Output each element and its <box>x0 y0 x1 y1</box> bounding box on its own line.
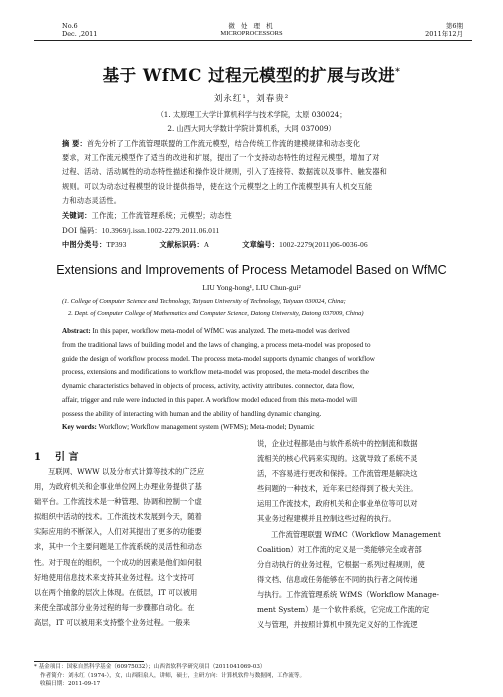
doi-label: DOI 编码： <box>62 226 102 235</box>
body-line: 用，为政府机关和企事业单位网上办理业务提供了基 <box>34 482 202 492</box>
abstract-en-line: process, extensions and modifications to workflow meta-model was proposed, the meta-model describes the <box>62 368 369 377</box>
journal-name-en: MICROPROCESSORS <box>220 30 283 37</box>
abstract-en-line: affair, trigger and rule were inducted in this paper. A workflow model educed from this meta-model will <box>62 395 358 404</box>
body-line: 说，企业过程都是由与软件系统中的控制流和数据 <box>257 439 418 448</box>
keywords-cn-label: 关键词： <box>62 211 92 220</box>
header-rule <box>34 40 472 41</box>
body-line: 拟组织中活动的技术。工作流技术发展到今天，随着 <box>34 512 202 522</box>
abstract-cn-label: 摘 要： <box>62 139 87 148</box>
body-line: 得文档、信息或任务能够在不同的执行者之间传递 <box>257 574 418 584</box>
section-title: 引 言 <box>54 452 79 463</box>
section-heading <box>34 448 78 463</box>
abstract-en <box>62 325 462 422</box>
abstract-en-line: from the traditional laws of building model and the laws of changing, a process meta-model was proposed to <box>62 340 371 349</box>
abstract-en-line: possess the ability of interacting with human and the ability of handling dynamic changing. <box>62 409 322 418</box>
abstract-en-label: Abstract: <box>62 327 91 335</box>
body-line: 高层，IT 可以被用来支持整个业务过程。一般来 <box>34 617 191 627</box>
abstract-cn-line: 过程、活动、活动属性的动态特性描述和操作设计规则，引入了连接符、数据流以及事件、触发器和 <box>62 167 388 177</box>
footnote-mark: * <box>34 664 37 670</box>
body-line: 实际应用的不断深入，人们对其提出了更多的功能要 <box>34 527 202 537</box>
keywords-en-label: Key words: <box>62 423 97 431</box>
abstract-cn <box>62 137 462 208</box>
abstract-cn-line: 力和动态灵活性。 <box>62 195 122 205</box>
abstract-cn-line: 摘 要：首先分析了工作流管理联盟的工作流元模型，结合传统工作流的建模规律和动态变化 <box>62 139 361 148</box>
body-line: 性。对于现在的组织，一个成功的因素是他们如何很 <box>34 557 202 567</box>
keywords-en <box>62 421 314 435</box>
body-line: 础平台。工作流技术是一种管理、协调和控制一个虚 <box>34 497 202 507</box>
body-line: 求，其中一个主要问题是工作流系统的灵活性和动态 <box>34 542 202 552</box>
footnote-author-bio: 作者简介：刘永红（1974-），女，山西阳泉人，讲师，硕士，主研方向：计算机软件与数据网，工作流等。 <box>40 672 306 679</box>
body-line: ment System）是一个软件系统，它完成工作流的定 <box>257 605 430 615</box>
footnote-funding: * 基金项目：国家自然科学基金（60975032）；山西省软科学研究项目（2011041069-03） <box>34 664 266 670</box>
abstract-en-line: dynamic characteristics behaved in objects of process, activity, activity attributes. connector, data flow, <box>62 382 355 391</box>
keywords-cn-text: 工作流；工作流管理系统；元模型；动态性 <box>91 211 232 220</box>
affiliation-en-1: (1. College of Computer Science and Technology, Taiyuan University of Technology, Taiyuan 030024, China; <box>62 298 346 305</box>
footnote-received-date: 收稿日期：2011-09-17 <box>40 681 101 688</box>
body-line: 活，不容易进行更改和保持。工作流管理是解决这 <box>257 469 418 479</box>
body-line: 好地使用信息技术来支持其业务过程。这个支持可 <box>34 572 195 582</box>
body-line: 互联网、WWW 以及分布式计算等技术的广泛应 <box>48 467 205 476</box>
abstract-en-line: guide the design of workflow process model. The process meta-model supports dynamic changes of workflow <box>62 354 375 363</box>
clc-number: TP393 <box>106 241 127 249</box>
issue-date-en: Dec. ,2011 <box>62 30 98 38</box>
body-line: 以在两个抽象的层次上体现。在低层，IT 可以被用 <box>34 587 198 597</box>
authors-en: LIU Yong-hong¹, LIU Chun-gui² <box>202 283 301 292</box>
authors-cn: 刘永红¹，刘春贵² <box>213 94 290 104</box>
body-line: Coalition）对工作流的定义是一类能够完全或者部 <box>257 544 422 554</box>
issue-number: No.6 <box>62 22 78 30</box>
abstract-cn-line: 要求，对工作流元模型作了适当的改进和扩展，提出了一个支持动态特性的过程元模型，增加了对 <box>62 153 380 163</box>
footnote-rule <box>34 661 144 662</box>
document-code: A <box>203 241 210 249</box>
body-line: 其业务过程建模并且控制这些过程的执行。 <box>257 514 396 524</box>
body-line: 与执行。工作流管理系统 WfMS（Workflow Manage- <box>257 589 440 599</box>
paper-title-text: 基于 WfMC 过程元模型的扩展与改进 <box>102 66 396 85</box>
body-line: 来使全部或部分业务过程的每一步骤都自动化。在 <box>34 602 195 612</box>
classification-line: 中图分类号：TP393 文献标识码：A 文章编号：1002-2279(2011)06-0036-06 <box>62 240 368 249</box>
section-number: 1 <box>34 452 41 463</box>
body-line: 工作流管理联盟 WfMC（Workflow Management <box>271 529 441 539</box>
issue-number-cn: 第6期 <box>445 22 463 30</box>
affiliation-cn-2: 2. 山西大同大学数计学院计算机系，大同 037009） <box>167 124 336 133</box>
body-line: 些问题的一种技术，近年来已经得到了极大关注。 <box>257 484 418 494</box>
body-right-column <box>257 436 467 632</box>
body-left-column <box>34 464 242 630</box>
paper-title-en: Extensions and Improvements of Process Metamodel Based on WfMC <box>56 263 447 277</box>
issue-date-cn: 2011年12月 <box>425 30 463 38</box>
paper-title-cn <box>0 62 503 86</box>
footnote <box>34 663 305 689</box>
body-line: 义与管理，并按照计算机中预先定义好的工作流逻 <box>257 620 418 630</box>
keywords-cn <box>62 209 232 223</box>
article-id: 1002-2279(2011)06-0036-06 <box>279 241 368 249</box>
body-line: 分自动执行的业务过程，它根据一系列过程规则，使 <box>257 559 425 569</box>
abstract-cn-line: 规则。可以为动态过程模型的设计提供指导，使在这个元模型之上的工作流模型具有人机交互能 <box>62 181 373 191</box>
abstract-en-line: Abstract: In this paper, workflow meta-model of WfMC was analyzed. The meta-model was derived <box>62 327 350 335</box>
affiliation-cn-1: （1. 太原理工大学计算机科学与技术学院，太原 030024； <box>156 110 347 119</box>
journal-name-cn: 微 处 理 机 <box>228 22 275 30</box>
keywords-en-text: Workflow; Workflow management system (WFMS); Meta-model; Dynamic <box>98 423 315 431</box>
body-line: 运用工作流技术，政府机关和企事业单位等可以对 <box>257 499 418 509</box>
doi-text: 10.3969/j.issn.1002-2279.2011.06.011 <box>101 227 220 235</box>
title-footnote-mark: * <box>395 67 401 78</box>
header-right <box>425 22 463 38</box>
affiliation-en-2: 2. Dept. of Computer College of Mathematics and Computer Science, Datong University, Datong 037009, China) <box>68 310 364 317</box>
body-line: 流相关的核心代码来实现的。这就导致了系统不灵 <box>257 454 418 464</box>
doi-line <box>62 224 219 238</box>
